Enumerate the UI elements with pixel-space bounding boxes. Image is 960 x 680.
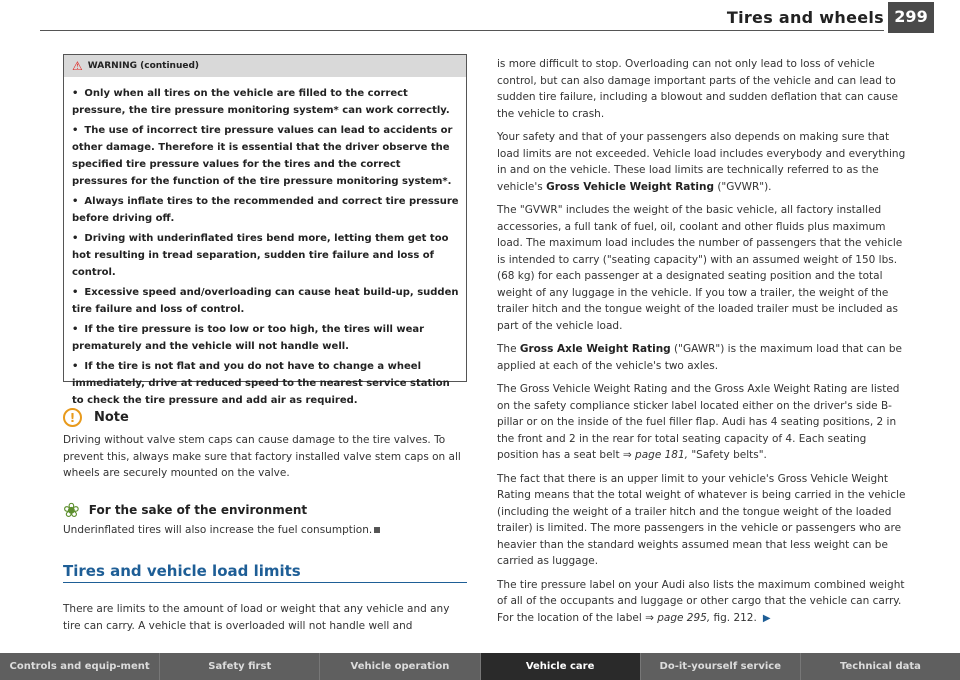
bullet-icon: • [72,287,79,298]
bullet-icon: • [72,324,79,335]
term-gvwr: Gross Vehicle Weight Rating [546,180,714,193]
section-rule [63,582,467,583]
environment-title: For the sake of the environment [88,503,308,517]
note-title: Note [94,410,129,425]
warning-item: • If the tire pressure is too low or too high, the tires will wear prematurely and the vehicle will not handle well. [72,324,425,352]
term-gawr: Gross Axle Weight Rating [519,343,671,355]
tab-safety-first[interactable]: Safety first [160,653,320,680]
environment-text: Underinflated tires will also increase the fuel consumption. [63,522,467,538]
warning-header [64,55,466,77]
environment-heading [63,500,307,520]
paragraph: Your safety and that of your passengers also depends on making sure that load limits are not exceeded. Vehicle load includes everybody and everything in and on the vehicle. These load limits are technically referred to as the vehicle's Gross Vehicle Weight Rating ("GVWR"). [497,131,906,193]
warning-item: • Driving with underinflated tires bend more, letting them get too hot resulting in tread separation, sudden tire failure and loss of control. [72,233,449,278]
paragraph: The Gross Vehicle Weight Rating and the Gross Axle Weight Rating are listed on the safety compliance sticker label located either on the driver's side B-pillar or on the inside of the fuel filler flap. Audi has 4 seating positions, 2 in the front and 2 in the rear for total seating capacity of 4. Each seating position has a seat belt ⇒ page 181, "Safety belts". [497,383,900,461]
warning-title: WARNING (continued) [87,61,200,71]
footer-nav [0,653,960,680]
tab-do-it-yourself-service[interactable]: Do-it-yourself service [641,653,801,680]
tab-technical-data[interactable]: Technical data [840,661,921,672]
bullet-icon: • [72,125,79,136]
bullet-icon: • [72,196,79,207]
continue-arrow-icon: ▶ [762,612,771,624]
section-intro: There are limits to the amount of load or weight that any vehicle and any tire can carry. A vehicle that is overloaded will not handle well and [63,603,450,632]
tab-vehicle-care[interactable]: Vehicle care [481,653,641,680]
paragraph: The Gross Axle Weight Rating ("GAWR") is the maximum load that can be applied at each of the vehicle's two axles. [497,343,902,372]
page-number: 299 [888,2,934,30]
note-heading [63,408,129,427]
right-column [497,56,909,634]
warning-item: • The use of incorrect tire pressure values can lead to accidents or other damage. Therefore it is essential that the driver observe the specified tire pressure values for the tires and the correct pressures for the function of the tire pressure monitoring system*. [72,125,453,187]
bullet-icon: • [72,88,79,99]
page-reference-link[interactable]: ⇒ page 181, [622,449,688,461]
paragraph: is more difficult to stop. Overloading can not only lead to loss of vehicle control, but can also damage important parts of the vehicle and can lead to sudden tire failure, including a blowout and sudden deflation that can cause the vehicle to crash. [497,58,898,120]
paragraph: The tire pressure label on your Audi also lists the maximum combined weight of all of the occupants and luggage or other cargo that the vehicle can carry. For the location of the label ⇒ page 295, fig. 212. ▶ [497,578,905,624]
warning-item: • Only when all tires on the vehicle are filled to the correct pressure, the tire pressure monitoring system* can work correctly. [72,88,450,116]
tab-controls-and-equipment[interactable]: Controls and equip-ment [0,653,160,680]
page-reference-link[interactable]: ⇒ page 295, [645,611,711,624]
bullet-icon: • [72,233,79,244]
warning-triangle-icon: ⚠ [72,59,83,73]
tab-vehicle-operation[interactable]: Vehicle operation [320,653,480,680]
warning-body [64,77,466,409]
note-text: Driving without valve stem caps can cause damage to the tire valves. To prevent this, always make sure that factory installed valve stem caps on all wheels are securely mounted on the valve. [63,434,461,479]
note-exclamation-icon: ! [63,408,82,427]
paragraph: The fact that there is an upper limit to your vehicle's Gross Vehicle Weight Rating means that the total weight of whatever is being carried in the vehicle (including the weight of a trailer hitch and the tongue weight of the loaded trailer) is limited. The more passengers in the vehicle or passengers who are heavier than the standard weights assumed mean that less weight can be carried as luggage. [497,472,906,567]
warning-item: • If the tire is not flat and you do not have to change a wheel immediately, drive at reduced speed to the nearest service station to check the tire pressure and add air as required. [72,361,450,406]
page-number-tab [888,30,934,33]
warning-item: • Always inflate tires to the recommended and correct tire pressure before driving off. [72,196,459,224]
warning-box [63,54,467,406]
warning-item: • Excessive speed and/overloading can cause heat build-up, sudden tire failure and loss of control. [72,287,459,315]
header-rule [40,30,884,31]
header-title: Tires and wheels [726,8,884,27]
section-title: Tires and vehicle load limits [63,562,301,580]
paragraph: The "GVWR" includes the weight of the basic vehicle, all factory installed accessories, a full tank of fuel, oil, coolant and other fluids plus maximum load. The maximum load includes the number of passengers that the vehicle is intended to carry ("seating capacity") with an assumed weight of 150 lbs. (68 kg) for each passenger at a designated seating position and the total weight of any luggage in the vehicle. If you tow a trailer, the weight of the trailer hitch and the tongue weight of the loaded trailer must be included as part of the vehicle load. [497,204,903,332]
bullet-icon: • [72,361,79,372]
environment-leaf-icon: ❀ [63,498,80,522]
end-of-section-mark [374,527,380,533]
